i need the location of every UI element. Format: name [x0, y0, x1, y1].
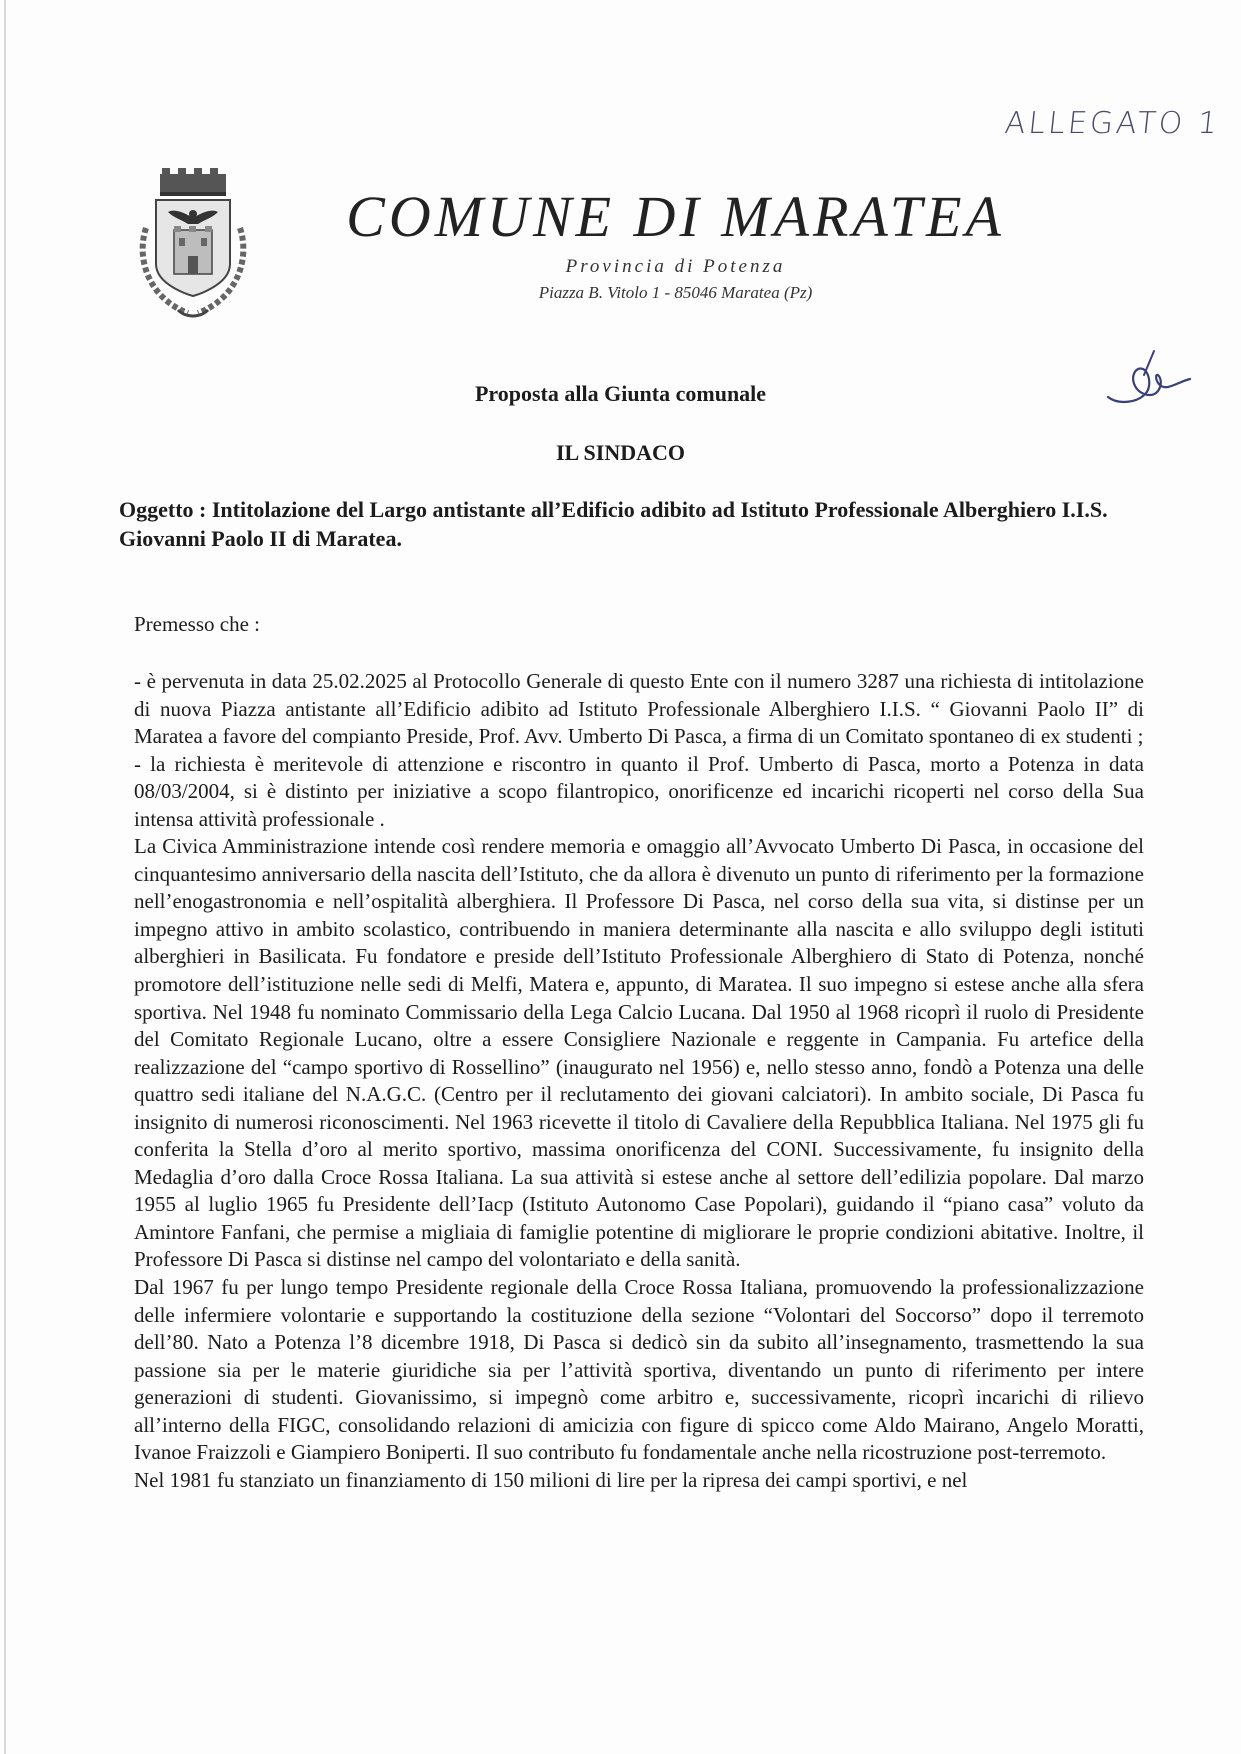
handwritten-annotation: ALLEGATO 1: [1003, 106, 1222, 141]
address-line: Piazza B. Vitolo 1 - 85046 Maratea (Pz): [538, 283, 813, 302]
premise-heading: Premesso che :: [134, 612, 260, 636]
body-text: [134, 668, 1144, 1494]
municipality-title: COMUNE DI MARATEA: [346, 184, 1005, 249]
province-line: Provincia di Potenza: [565, 256, 786, 277]
paragraph: La Civica Amministrazione intende così rendere memoria e omaggio all’Avvocato Umberto Di Pasca, in occasione del cinquantesimo anniversario della nascita dell’Istituto, che da allora è divenuto un punto di riferimento per la formazione nell’enogastronomia e nell’ospitalità alberghiera. Il Professore Di Pasca, nel corso della sua vita, si distinse per un impegno attivo in ambito scolastico, contribuendo in maniera determinante alla nascita e allo sviluppo degli istituti alberghieri in Basilicata. Fu fondatore e preside dell’Istituto Professionale Alberghiero di Stato di Potenza, nonché promotore dell’istituzione nelle sedi di Melfi, Matera e, appunto, di Maratea. Il suo impegno si estese anche alla sfera sportiva. Nel 1948 fu nominato Commissario della Lega Calcio Lucana. Dal 1950 al 1968 ricoprì il ruolo di Presidente del Comitato Regionale Lucano, oltre a essere Consigliere Nazionale e reggente in Campania. Fu artefice della realizzazione del “campo sportivo di Rossellino” (inaugurato nel 1956) e, nello stesso anno, fondò a Potenza una delle quattro sedi italiane del N.A.G.C. (Centro per il reclutamento dei giovani calciatori). In ambito sociale, Di Pasca fu insignito di numerosi riconoscimenti. Nel 1963 ricevette il titolo di Cavaliere della Repubblica Italiana. Nel 1975 gli fu conferita la Stella d’oro al merito sportivo, massima onorificenza del CONI. Successivamente, fu insignito della Medaglia d’oro dalla Croce Rossa Italiana. La sua attività si estese anche al settore dell’edilizia popolare. Dal marzo 1955 al luglio 1965 fu Presidente dell’Iacp (Istituto Autonomo Case Popolari), guidando il “piano casa” voluto da Amintore Fanfani, che permise a migliaia di famiglie potentine di migliorare le proprie condizioni abitative. Inoltre, il Professore Di Pasca si distinse nel campo del volontariato e della sanità.: [134, 834, 1144, 1272]
subject-line: Oggetto : Intitolazione del Largo antistante all’Edificio adibito ad Istituto Professionale Alberghiero I.I.S. Giovanni Paolo II di Maratea.: [119, 497, 1108, 551]
paragraph: - è pervenuta in data 25.02.2025 al Protocollo Generale di questo Ente con il numero 3287 una richiesta di intitolazione di nuova Piazza antistante all’Edificio adibito ad Istituto Professionale Alberghiero I.I.S. “ Giovanni Paolo II” di Maratea a favore del compianto Preside, Prof. Avv. Umberto Di Pasca, a firma di un Comitato spontaneo di ex studenti ;: [134, 669, 1144, 749]
mayor-title: IL SINDACO: [556, 440, 685, 465]
proposal-title: Proposta alla Giunta comunale: [474, 381, 767, 406]
paragraph: Dal 1967 fu per lungo tempo Presidente regionale della Croce Rossa Italiana, promuovendo la professionalizzazione delle infermiere volontarie e supportando la costituzione della sezione “Volontari del Soccorso” dopo il terremoto dell’80. Nato a Potenza l’8 dicembre 1918, Di Pasca si dedicò sin da subito all’insegnamento, trasmettendo la sua passione sia per le materie giuridiche sia per l’attività sportiva, diventando un punto di riferimento per intere generazioni di studenti. Giovanissimo, si impegnò come arbitro e, successivamente, ricoprì incarichi di rilievo all’interno della FIGC, consolidando relazioni di amicizia con figure di spicco come Aldo Mairano, Angelo Moratti, Ivanoe Fraizzoli e Giampiero Boniperti. Il suo contributo fu fondamentale anche nella ricostruzione post-terremoto.: [134, 1275, 1144, 1465]
paragraph: Nel 1981 fu stanziato un finanziamento di 150 milioni di lire per la ripresa dei campi sportivi, e nel: [134, 1467, 968, 1492]
paragraph: - la richiesta è meritevole di attenzione e riscontro in quanto il Prof. Umberto di Pasca, morto a Potenza in data 08/03/2004, si è distinto per iniziative a scopo filantropico, onorificenze ed incarichi ricoperti nel corso della Sua intensa attività professionale .: [134, 751, 1144, 831]
